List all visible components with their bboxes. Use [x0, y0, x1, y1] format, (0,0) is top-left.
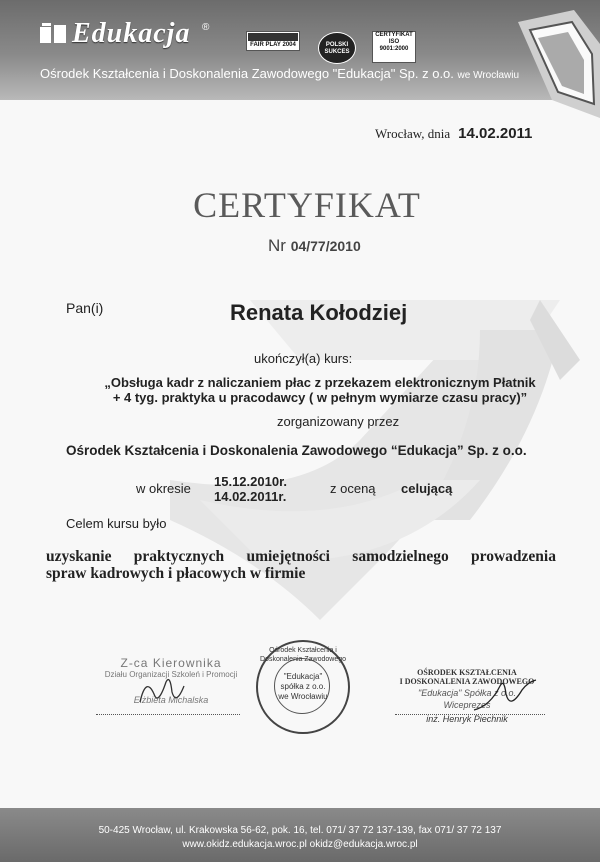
course-period-dates: 15.12.2010r. 14.02.2011r. — [214, 474, 288, 504]
right-stamp-org-line1: OŚRODEK KSZTAŁCENIA — [417, 668, 517, 677]
fair-play-badge: FAIR PLAY 2004 — [246, 31, 300, 51]
grade-label: z oceną — [330, 481, 376, 496]
company-round-stamp: Ośrodek Kształcenia i Doskonalenia Zawodowego "Edukacja" spółka z o.o. we Wrocławiu — [256, 640, 350, 734]
recipient-name: Renata Kołodziej — [230, 300, 408, 325]
brand-logo-text: Edukacja — [72, 18, 191, 49]
footer-web-email: www.okidz.edukacja.wroc.pl okidz@edukacja.wroc.pl — [182, 839, 418, 850]
recipient-label: Pan(i) — [66, 300, 104, 316]
open-book-graphic — [512, 8, 600, 118]
book-logo-icon — [40, 23, 66, 45]
issue-date: Wrocław, dnia 14.02.2011 — [375, 125, 533, 142]
certificate-number: Nr 04/77/2010 — [268, 236, 361, 255]
left-handwritten-signature — [132, 672, 192, 712]
grade-value: celującą — [401, 481, 453, 496]
right-signer-role: Wiceprezes — [443, 700, 491, 710]
right-stamp-org-line3: "Edukacja" Spółka z o.o. — [418, 688, 516, 698]
left-signer-name: Elżbieta Michalska — [133, 695, 209, 705]
polski-sukces-badge: POLSKI SUKCES — [318, 32, 356, 64]
left-signature-line — [96, 714, 240, 715]
organizer-name: Ośrodek Kształcenia i Doskonalenia Zawodowego “Edukacja” Sp. z o.o. — [66, 443, 527, 458]
iso-certificate-badge: CERTYFIKAT ISO 9001:2000 — [372, 31, 416, 63]
certificate-title: CERTYFIKAT — [193, 185, 421, 225]
organization-line: Ośrodek Kształcenia i Doskonalenia Zawodowego "Edukacja" Sp. z o.o. we Wrocławiu — [40, 66, 520, 81]
completed-course-label: ukończył(a) kurs: — [254, 351, 353, 366]
right-stamp-org-line2: I DOSKONALENIA ZAWODOWEGO — [399, 677, 535, 686]
registered-mark: ® — [202, 22, 210, 33]
right-signature-line — [395, 714, 545, 715]
footer-address: 50-425 Wrocław, ul. Krakowska 56-62, pok. 16, tel. 071/ 37 72 137-139, fax 071/ 37 72 137 — [98, 825, 502, 836]
course-goal-text: uzyskanie praktycznych umiejętności samodzielnego prowadzenia spraw kadrowych i płacowych w firmie — [46, 548, 556, 582]
right-signer-name: inż. Henryk Piechnik — [426, 714, 508, 724]
organized-by-label: zorganizowany przez — [277, 414, 400, 429]
course-title: „Obsługa kadr z naliczaniem płac z przekazem elektronicznym Płatnik + 4 tyg. praktyka u pracodawcy ( w pełnym wymiarze czasu pracy)” — [104, 375, 536, 405]
footer-contact-bar — [0, 808, 600, 862]
left-signer-title: Z-ca Kierownika — [120, 656, 222, 670]
course-goal-label: Celem kursu było — [66, 516, 167, 531]
header-banner — [0, 0, 600, 100]
right-handwritten-signature — [470, 676, 540, 716]
period-label: w okresie — [136, 481, 191, 496]
left-signer-department: Działu Organizacji Szkoleń i Promocji — [104, 670, 238, 679]
